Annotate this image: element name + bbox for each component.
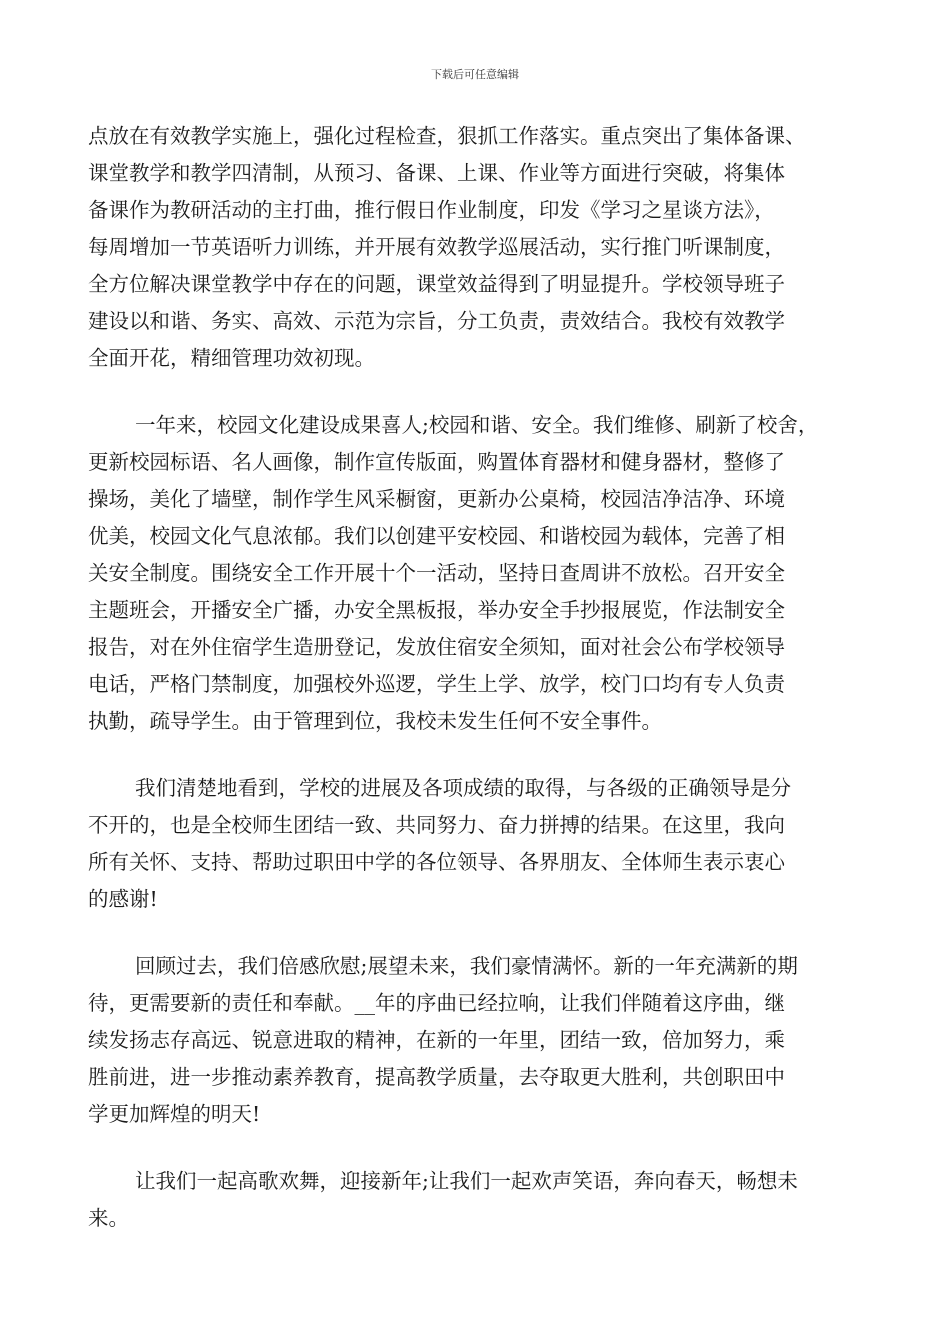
paragraph-4	[88, 948, 863, 1133]
paragraph-2	[88, 407, 863, 740]
paragraph-spacer	[88, 740, 863, 770]
paragraph-line: 执勤，疏导学生。由于管理到位，我校未发生任何不安全事件。	[88, 709, 662, 733]
paragraph-line: 不开的，也是全校师生团结一致、共同努力、奋力拼搏的结果。在这里，我向	[88, 813, 785, 837]
paragraph-line: 全方位解决课堂教学中存在的问题，课堂效益得到了明显提升。学校领导班子	[88, 272, 785, 296]
paragraph-line: 续发扬志存高远、锐意进取的精神，在新的一年里，团结一致，倍加努力，乘	[88, 1028, 785, 1052]
paragraph-line: 更新校园标语、名人画像，制作宣传版面，购置体育器材和健身器材，整修了	[88, 450, 785, 474]
paragraph-line: 点放在有效教学实施上，强化过程检查，狠抓工作落实。重点突出了集体备课、	[88, 124, 806, 148]
paragraph-3	[88, 770, 863, 918]
paragraph-line: 的感谢!	[88, 887, 158, 911]
page-header: 下载后可任意编辑	[431, 68, 519, 81]
paragraph-line: 学更加辉煌的明天!	[88, 1102, 261, 1126]
paragraph-line: 胜前进，进一步推动素养教育，提高教学质量，去夺取更大胜利，共创职田中	[88, 1065, 785, 1089]
paragraph-line: 主题班会，开播安全广播，办安全黑板报，举办安全手抄报展览，作法制安全	[88, 598, 785, 622]
paragraph-5	[88, 1163, 863, 1237]
paragraph-line: 操场，美化了墙壁，制作学生风采橱窗，更新办公桌椅，校园洁净洁净、环境	[88, 487, 785, 511]
paragraph-line: 电话，严格门禁制度，加强校外巡逻，学生上学、放学，校门口均有专人负责	[88, 672, 785, 696]
paragraph-1	[88, 118, 863, 377]
paragraph-line: 优美，校园文化气息浓郁。我们以创建平安校园、和谐校园为载体，完善了相	[88, 524, 785, 548]
paragraph-line: 所有关怀、支持、帮助过职田中学的各位领导、各界朋友、全体师生表示衷心	[88, 850, 785, 874]
paragraph-line: 每周增加一节英语听力训练，并开展有效教学巡展活动，实行推门听课制度，	[88, 235, 785, 259]
paragraph-line: 报告，对在外住宿学生造册登记，发放住宿安全须知，面对社会公布学校领导	[88, 635, 785, 659]
paragraph-line: 我们清楚地看到，学校的进展及各项成绩的取得，与各级的正确领导是分	[135, 776, 791, 800]
paragraph-line: 来。	[88, 1206, 129, 1230]
paragraph-line: 备课作为教研活动的主打曲，推行假日作业制度，印发《学习之星谈方法》，	[88, 198, 775, 222]
paragraph-line: 回顾过去，我们倍感欣慰;展望未来，我们豪情满怀。新的一年充满新的期	[135, 954, 798, 978]
paragraph-line: 关安全制度。围绕安全工作开展十个一活动，坚持日查周讲不放松。召开安全	[88, 561, 785, 585]
paragraph-line: 让我们一起高歌欢舞，迎接新年;让我们一起欢声笑语，奔向春天，畅想未	[135, 1169, 798, 1193]
paragraph-spacer	[88, 1133, 863, 1163]
document-body	[88, 118, 863, 1237]
paragraph-line: 一年来，校园文化建设成果喜人;校园和谐、安全。我们维修、刷新了校舍，	[135, 413, 819, 437]
paragraph-line: 全面开花，精细管理功效初现。	[88, 346, 375, 370]
paragraph-line: 课堂教学和教学四清制，从预习、备课、上课、作业等方面进行突破，将集体	[88, 161, 785, 185]
paragraph-spacer	[88, 918, 863, 948]
paragraph-line: 待，更需要新的责任和奉献。__年的序曲已经拉响，让我们伴随着这序曲，继	[88, 991, 785, 1015]
paragraph-line: 建设以和谐、务实、高效、示范为宗旨，分工负责，责效结合。我校有效教学	[88, 309, 785, 333]
paragraph-spacer	[88, 377, 863, 407]
